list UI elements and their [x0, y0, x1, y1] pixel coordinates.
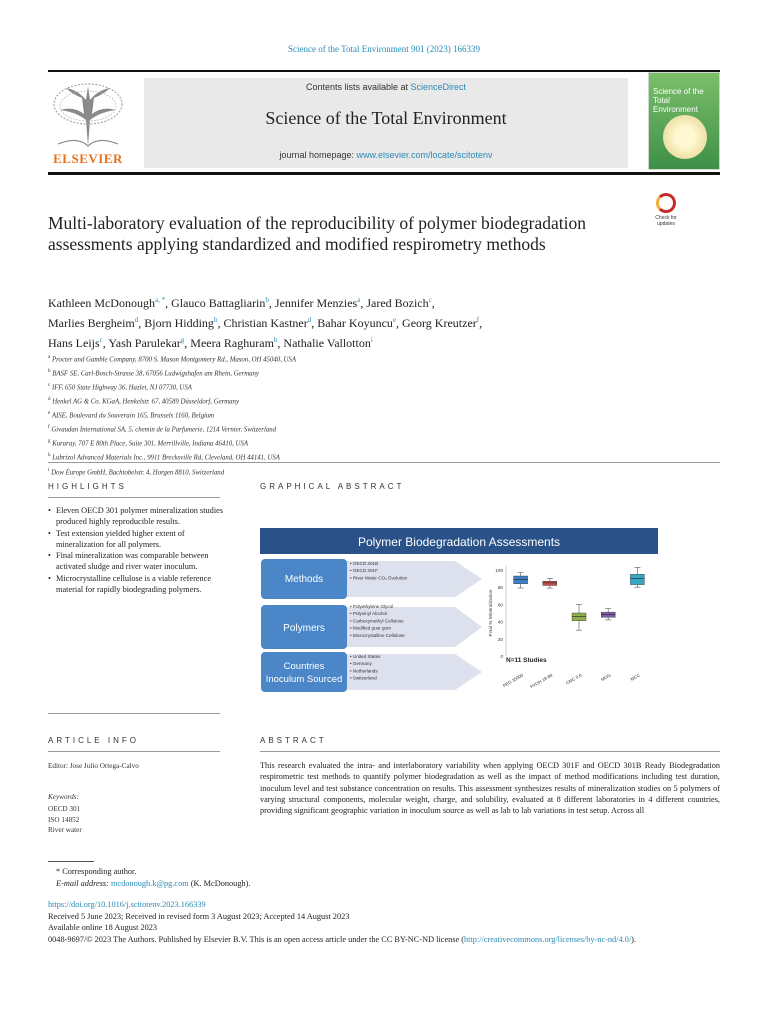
- author[interactable]: Bjorn Hidding$^b$: [144, 316, 218, 330]
- email-label: E-mail address:: [56, 878, 111, 888]
- editor-line: Editor: Jose Julio Ortega-Calvo: [48, 762, 139, 770]
- affiliation: $^b$ BASF SE, Carl-Bosch-Strasse 38, 67056 Ludwigshafen am Rhein, Germany: [48, 369, 259, 378]
- running-head[interactable]: Science of the Total Environment 901 (2023) 166339: [288, 44, 480, 54]
- email-link[interactable]: mcdonough.k@pg.com: [111, 878, 189, 888]
- highlight-item: • Microcrystalline cellulose is a viable reference material for rapidly biodegrading polymers.: [48, 573, 224, 596]
- author[interactable]: Nathalie Vallotton$^i$: [283, 336, 373, 350]
- affiliation: $^a$ Procter and Gamble Company, 8700 S. Mason Montgomery Rd., Mason, OH 45040, USA: [48, 355, 296, 364]
- homepage-prefix: journal homepage:: [279, 150, 357, 160]
- abstract-rule: [260, 751, 720, 752]
- graphical-abstract-figure[interactable]: [260, 528, 658, 714]
- affiliation: $^f$ Givaudan International SA, 5, chemin de la Parfumerie, 1214 Vernier, Switzerland: [48, 425, 277, 434]
- online-date: Available online 18 August 2023: [48, 923, 158, 933]
- header-rule-bottom: [48, 172, 720, 175]
- author-list: Kathleen McDonough$^{a, *}$, Glauco Battagliarin$^b$, Jennifer Menzies$^a$, Jared Bozich$^c$, Marlies Bergheim$^d$, Bjorn Hidding$^b$, Christian Kastner$^d$, Bahar Koyuncu$^e$, Georg Kreutzer$^f$, Hans Leijs$^c$, Yash Parulekar$^g$, Meera Raghuram$^h$, Nathalie Vallotton$^i$: [48, 296, 483, 350]
- ga-banner-title: Polymer Biodegradation Assessments: [357, 535, 561, 549]
- affiliation: $^c$ IFF, 650 State Highway 36, Hazlet, NJ 07730, USA: [48, 383, 192, 392]
- author[interactable]: Yash Parulekar$^g$: [108, 336, 185, 350]
- crossmark-icon: [656, 193, 676, 213]
- author[interactable]: Bahar Koyuncu$^e$: [317, 316, 397, 330]
- journal-cover-image[interactable]: [648, 72, 720, 170]
- affiliation: $^h$ Lubrizol Advanced Materials Inc., 9911 Brecksville Rd, Cleveland, OH 44141, USA: [48, 453, 280, 462]
- author[interactable]: Hans Leijs$^c$: [48, 336, 103, 350]
- ga-chart-box: [630, 574, 644, 584]
- license-line: [48, 934, 720, 946]
- ga-chart-xtick-label: CMC 0.6: [564, 672, 583, 686]
- ga-chart-xtick-label: MCC: [629, 672, 641, 682]
- keyword: River water: [48, 826, 82, 834]
- ga-chart-xtick-label: PEG 35000: [501, 672, 525, 689]
- ga-bullet-item: • Switzerland: [350, 675, 377, 681]
- footnote: [56, 866, 250, 889]
- affiliation: $^d$ Henkel AG & Co. KGaA, Henkelstr. 67, 40589 Düsseldorf, Germany: [48, 397, 239, 406]
- email-suffix: (K. McDonough).: [188, 878, 251, 888]
- author[interactable]: Jennifer Menzies$^a$: [274, 296, 361, 310]
- ga-chart-box: [514, 576, 528, 584]
- ga-label-polymers: Polymers: [283, 623, 325, 634]
- email-line: [56, 878, 250, 890]
- author[interactable]: Christian Kastner$^d$: [223, 316, 312, 330]
- article-info-rule: [48, 751, 220, 752]
- header-rule-top: [48, 70, 720, 72]
- ga-chart-ytick-label: 20: [497, 636, 503, 642]
- ga-chart-ytick-label: 60: [497, 602, 503, 608]
- affiliation: $^i$ Dow Europe GmbH, Bachtobelstr. 4, Horgen 8810, Switzerland: [48, 467, 225, 476]
- doi-link[interactable]: https://doi.org/10.1016/j.scitotenv.2023.166339: [48, 900, 206, 909]
- ga-chart-xtick-label: MGG: [600, 672, 612, 683]
- ga-label-countries-line1: Countries: [283, 661, 325, 672]
- highlights-heading: HIGHLIGHTS: [48, 482, 127, 491]
- highlights-rule: [48, 497, 220, 498]
- license-suffix: ).: [631, 934, 637, 944]
- abstract-heading: ABSTRACT: [260, 736, 327, 745]
- ga-chart-ytick-label: 80: [497, 585, 503, 591]
- ga-label-countries-line2: Inoculum Sourced: [265, 674, 343, 685]
- footnote-rule: [48, 861, 94, 862]
- author[interactable]: Marlies Bergheim$^d$: [48, 316, 139, 330]
- author[interactable]: Kathleen McDonough$^{a, *}$: [48, 296, 166, 310]
- journal-title: Science of the Total Environment: [265, 108, 507, 128]
- journal-homepage: [144, 150, 628, 160]
- author[interactable]: Georg Kreutzer$^f$: [402, 316, 480, 330]
- keywords-label: Keywords:: [48, 793, 79, 801]
- keywords-list: [48, 804, 82, 836]
- ga-bullet-item: • River Water CO₂ Evolution: [350, 575, 408, 581]
- ga-bullet-item: • Microcrystalline Cellulose: [350, 632, 405, 638]
- ga-bullet-item: • Modified guar gum: [350, 625, 391, 631]
- author[interactable]: Jared Bozich$^c$: [366, 296, 432, 310]
- author[interactable]: Glauco Battagliarin$^b$: [171, 296, 269, 310]
- cover-flower-graphic: [663, 115, 707, 159]
- corresponding-author-note: * Corresponding author.: [56, 867, 137, 876]
- ga-bullet-item: • Polyvinyl Alcohol: [350, 611, 388, 617]
- affiliation: $^g$ Kuraray, 707 E 80th Place, Suite 301, Merrillville, Indiana 46410, USA: [48, 439, 248, 448]
- article-title: Multi-laboratory evaluation of the reproducibility of polymer biodegradation assessments applying standardized and modified respirometry methods: [48, 213, 586, 254]
- highlights-bottom-rule: [48, 713, 220, 714]
- ga-chart-box: [543, 581, 557, 585]
- ga-bullet-item: • Polyethylene Glycol: [350, 604, 394, 609]
- ga-chart-ytick-label: 40: [497, 619, 503, 625]
- crossmark-badge[interactable]: [648, 193, 684, 229]
- publisher-name: ELSEVIER: [53, 151, 123, 166]
- author[interactable]: Meera Raghuram$^h$: [190, 336, 278, 350]
- bibliographic-info: [48, 899, 720, 945]
- highlight-item: • Eleven OECD 301 polymer mineralization studies produced highly reproducible results.: [48, 505, 224, 528]
- ga-chart-ytick-label: 0: [500, 654, 503, 659]
- affiliation: $^e$ AISE, Boulevard du Souverain 165, Brussels 1160, Belgium: [48, 411, 215, 420]
- cover-title: Science of the Total Environment: [653, 87, 704, 114]
- ga-bullet-item: • United States: [350, 654, 381, 659]
- ga-box-countries: [261, 652, 347, 692]
- affiliation-list: [48, 352, 708, 479]
- contents-line: [144, 82, 628, 92]
- keyword: OECD 301: [48, 805, 81, 813]
- received-dates: Received 5 June 2023; Received in revised form 3 August 2023; Accepted 14 August 2023: [48, 911, 350, 921]
- crossmark-label: Check for updates: [655, 215, 677, 227]
- abstract-text: This research evaluated the intra- and interlaboratory variability when applying OECD 301F and OECD 301B Ready Biodegradation respirometric test methods to quantify polymer biodegradation as well as the impact of method modifications including test duration, inoculum level and test substance concentration on results. This assessment synthesizes results of mineralization studies on 5 polymers of varying structural components, molecular weight, charge, and solubility, evaluated at 8 different laboratories in 4 different countries, providing significant geographic variation in inoculum source as well as lab to lab variations in test setup. Across all: [260, 761, 720, 816]
- ga-chart-annotation: N=11 Studies: [506, 657, 547, 664]
- highlights-list: [48, 505, 224, 595]
- ga-bullet-item: • OECD 301B: [350, 561, 379, 566]
- ga-chart-box: [572, 613, 586, 621]
- ga-bullet-item: • Carboxymethyl Cellulose: [350, 618, 404, 624]
- ga-bullet-item: • OECD 301F: [350, 568, 378, 574]
- highlight-item: • Final mineralization was comparable between activated sludge and river water inoculum.: [48, 550, 224, 573]
- ga-label-methods: Methods: [284, 574, 324, 585]
- contents-prefix: Contents lists available at: [305, 82, 411, 92]
- sciencedirect-link[interactable]: ScienceDirect: [410, 82, 467, 92]
- ga-bullet-item: • Germany: [350, 661, 372, 667]
- highlight-item: • Test extension yielded higher extent of mineralization for all polymers.: [48, 528, 224, 551]
- homepage-link[interactable]: www.elsevier.com/locate/scitotenv: [356, 150, 493, 160]
- graphical-abstract-heading: GRAPHICAL ABSTRACT: [260, 482, 405, 491]
- ga-chart-ylabel: Final % Mineralization: [489, 589, 494, 637]
- article-info-heading: ARTICLE INFO: [48, 736, 139, 745]
- ga-chart-ytick-label: 100: [495, 568, 503, 573]
- keyword: ISO 14852: [48, 815, 80, 824]
- license-link[interactable]: http://creativecommons.org/licenses/by-nc-nd/4.0/: [464, 934, 632, 944]
- ga-chart-xtick-label: PVOH 18-88: [529, 672, 554, 690]
- ga-bullet-item: • Netherlands: [350, 668, 378, 674]
- affiliation-rule: [48, 462, 720, 463]
- license-prefix: 0048-9697/© 2023 The Authors. Published by Elsevier B.V. This is an open access article under the CC BY-NC-ND license (: [48, 934, 465, 944]
